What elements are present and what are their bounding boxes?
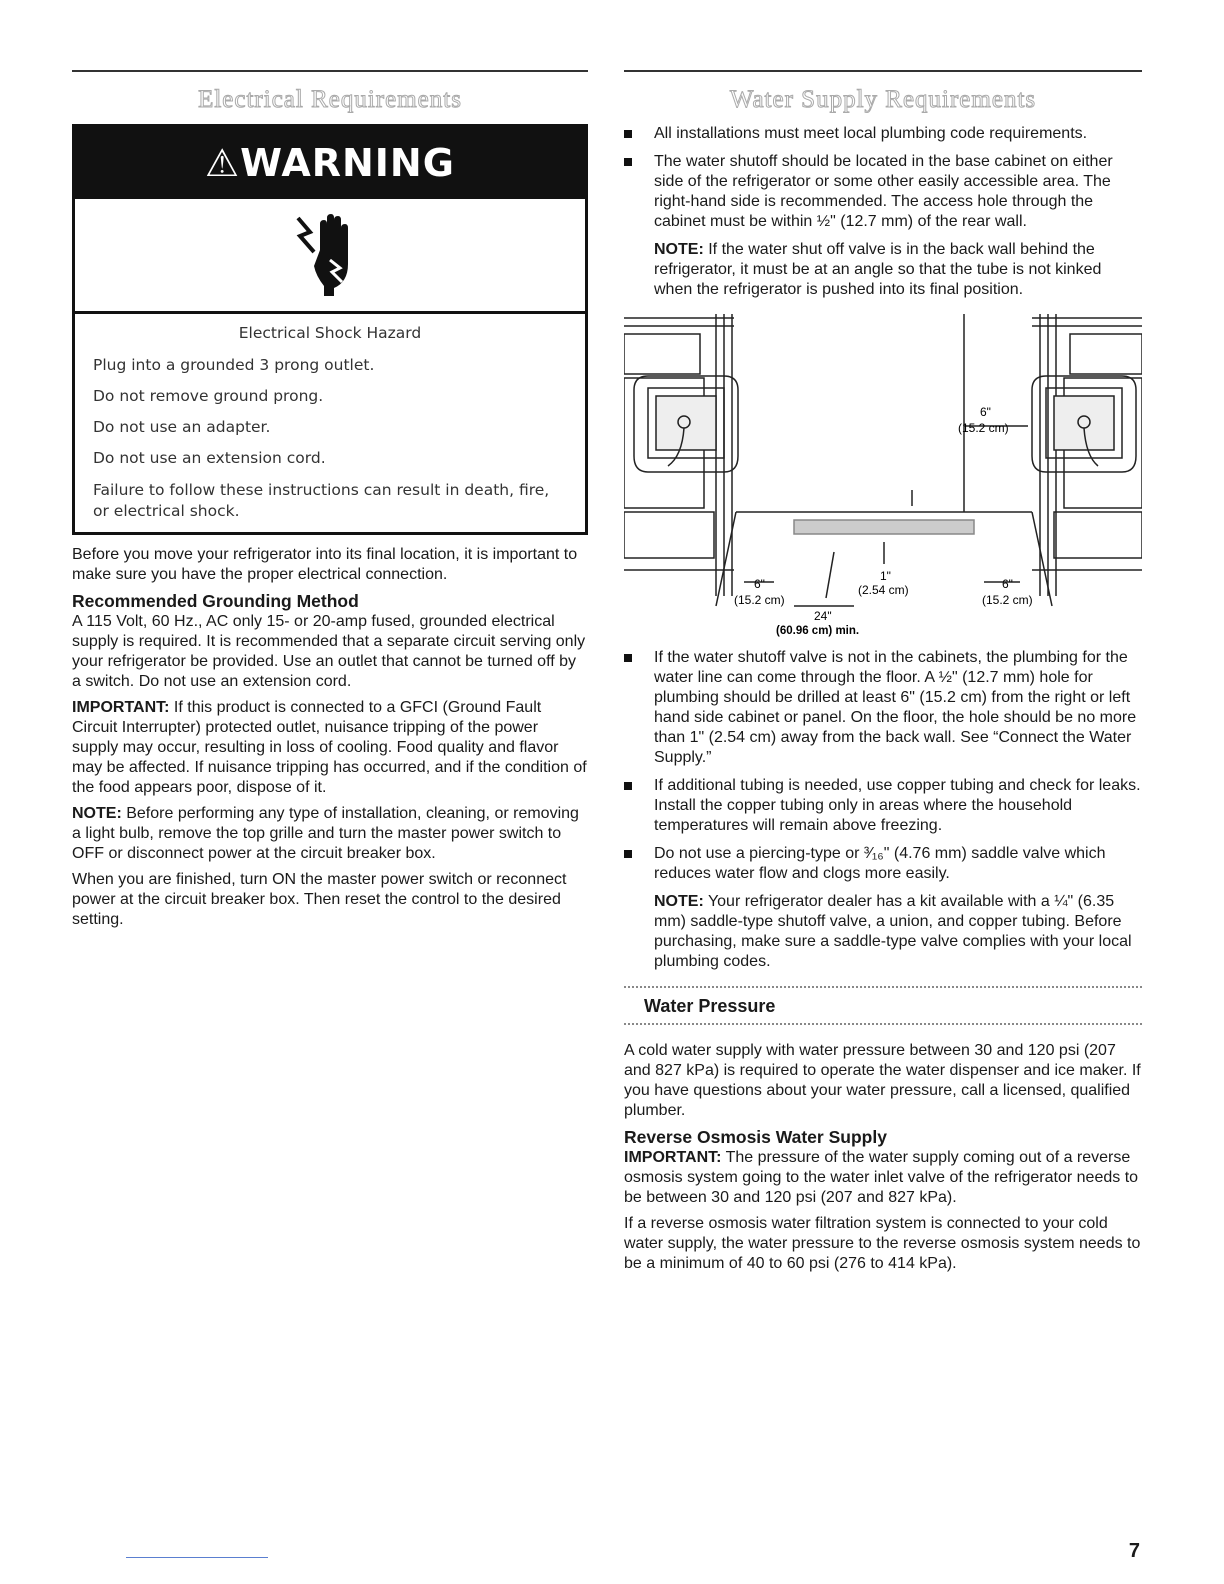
page-number: 7 [1128, 1540, 1140, 1562]
dimension-label: (15.2 cm) [958, 421, 1009, 435]
footer-line [126, 1557, 268, 1558]
section-rule [624, 70, 1142, 72]
reverse-osmosis-heading: Reverse Osmosis Water Supply [624, 1127, 887, 1147]
bullet-text: All installations must meet local plumbing code requirements. [654, 125, 1088, 142]
water-pressure-heading: Water Pressure [644, 996, 776, 1016]
important-label: IMPORTANT: [72, 699, 170, 716]
note-label: NOTE: [654, 241, 704, 258]
water-title: Water Supply Requirements [729, 86, 1037, 113]
dimension-label: 6" [754, 577, 765, 591]
note-text: Before performing any type of installation, cleaning, or removing a light bulb, remove the top grille and turn the master power switch to OFF or disconnect power at the circuit breaker box. [72, 805, 579, 862]
dimension-label: 24" [814, 609, 832, 623]
shock-hazard-icon [75, 199, 585, 314]
dimension-label: 1" [880, 569, 891, 583]
installation-diagram [624, 306, 1142, 638]
list-item [624, 124, 1142, 144]
section-rule [72, 70, 588, 72]
note-paragraph [72, 804, 588, 864]
bullet-text: The water shutoff should be located in the base cabinet on either side of the refrigerator or some other easily accessible area. The right-hand side is recommended. The access hole through the cabinet must be within ½" (12.7 mm) of the rear wall. [654, 153, 1113, 230]
dimension-label: (15.2 cm) [982, 593, 1033, 607]
warning-line: Do not remove ground prong. [93, 387, 324, 405]
note-text: If the water shut off valve is in the back wall behind the refrigerator, it must be at an angle so that the tube is not kinked when the refrigerator is pushed into its final position. [654, 241, 1102, 298]
note-label: NOTE: [654, 893, 704, 910]
hazard-title: Electrical Shock Hazard [238, 324, 422, 342]
dimension-label: 6" [980, 405, 991, 419]
bullet-text: If the water shutoff valve is not in the cabinets, the plumbing for the water line can come through the floor. A ½" (12.7 mm) hole for plumbing should be drilled at least 6" (15.2 cm) from the right or left hand side cabinet or panel. On the floor, the hole should be no more than 1" (2.54 cm) away from the back wall. See “Connect the Water Supply.” [654, 649, 1137, 766]
dimension-label: 6" [1002, 577, 1013, 591]
list-item [624, 648, 1142, 768]
electrical-intro: Before you move your refrigerator into its final location, it is important to make sure you have the proper electrical connection. [72, 546, 578, 583]
important-text: If this product is connected to a GFCI (Ground Fault Circuit Interrupter) protected outlet, nuisance tripping of the power supply may occur, resulting in loss of cooling. Food quality and flavor may be affected. If nuisance tripping has occurred, and if the condition of the food appears poor, dispose of it. [72, 699, 587, 796]
warning-header: ⚠WARNING [75, 127, 585, 199]
water-pressure-text: A cold water supply with water pressure between 30 and 120 psi (207 and 827 kPa) is required to operate the water dispenser and ice maker. If you have questions about your water pressure, call a licensed, qualified plumber. [624, 1042, 1141, 1119]
warning-text [75, 314, 585, 532]
electrical-title: Electrical Requirements [198, 86, 462, 113]
note-paragraph [624, 240, 1142, 300]
warning-line: Failure to follow these instructions can result in death, fire, or electrical shock. [93, 481, 550, 520]
dimension-label: (2.54 cm) [858, 583, 909, 597]
list-item [624, 152, 1142, 232]
important-paragraph [72, 698, 588, 798]
dimension-label: (15.2 cm) [734, 593, 785, 607]
note-text: Your refrigerator dealer has a kit available with a ¼" (6.35 mm) saddle-type shutoff valve, a union, and copper tubing. Before purchasing, make sure a saddle-type valve complies with your local plumbing codes. [654, 893, 1132, 970]
warning-box [72, 124, 588, 535]
reverse-osmosis-text: If a reverse osmosis water filtration system is connected to your cold water supply, the water pressure to the reverse osmosis system needs to be a minimum of 40 to 60 psi (276 to 414 kPa). [624, 1215, 1141, 1272]
bullet-text: Do not use a piercing-type or ³⁄₁₆" (4.76 mm) saddle valve which reduces water flow and clogs more easily. [654, 845, 1106, 882]
important-label: IMPORTANT: [624, 1149, 722, 1166]
note-label: NOTE: [72, 805, 122, 822]
grounding-text: A 115 Volt, 60 Hz., AC only 15- or 20-amp fused, grounded electrical supply is required. It is recommended that a separate circuit serving only your refrigerator be provided. Use an outlet that cannot be turned off by a switch. Do not use an extension cord. [72, 613, 586, 690]
list-item [624, 844, 1142, 884]
finish-text: When you are finished, turn ON the master power switch or reconnect power at the circuit breaker box. Then reset the control to the desired setting. [72, 871, 567, 928]
bullet-text: If additional tubing is needed, use copper tubing and check for leaks. Install the copper tubing only in areas where the household temperatures will remain above freezing. [654, 777, 1141, 834]
electrical-section [72, 70, 588, 936]
warning-line: Do not use an extension cord. [93, 449, 326, 467]
warning-line: Plug into a grounded 3 prong outlet. [93, 356, 375, 374]
water-section [624, 70, 1142, 1280]
dimension-label: (60.96 cm) min. [776, 625, 860, 637]
grounding-heading: Recommended Grounding Method [72, 591, 359, 611]
warning-line: Do not use an adapter. [93, 418, 271, 436]
important-text: The pressure of the water supply coming out of a reverse osmosis system going to the water inlet valve of the refrigerator needs to be between 30 and 120 psi (207 and 827 kPa). [624, 1149, 1139, 1206]
list-item [624, 776, 1142, 836]
important-paragraph [624, 1148, 1142, 1208]
note-paragraph [624, 892, 1142, 972]
